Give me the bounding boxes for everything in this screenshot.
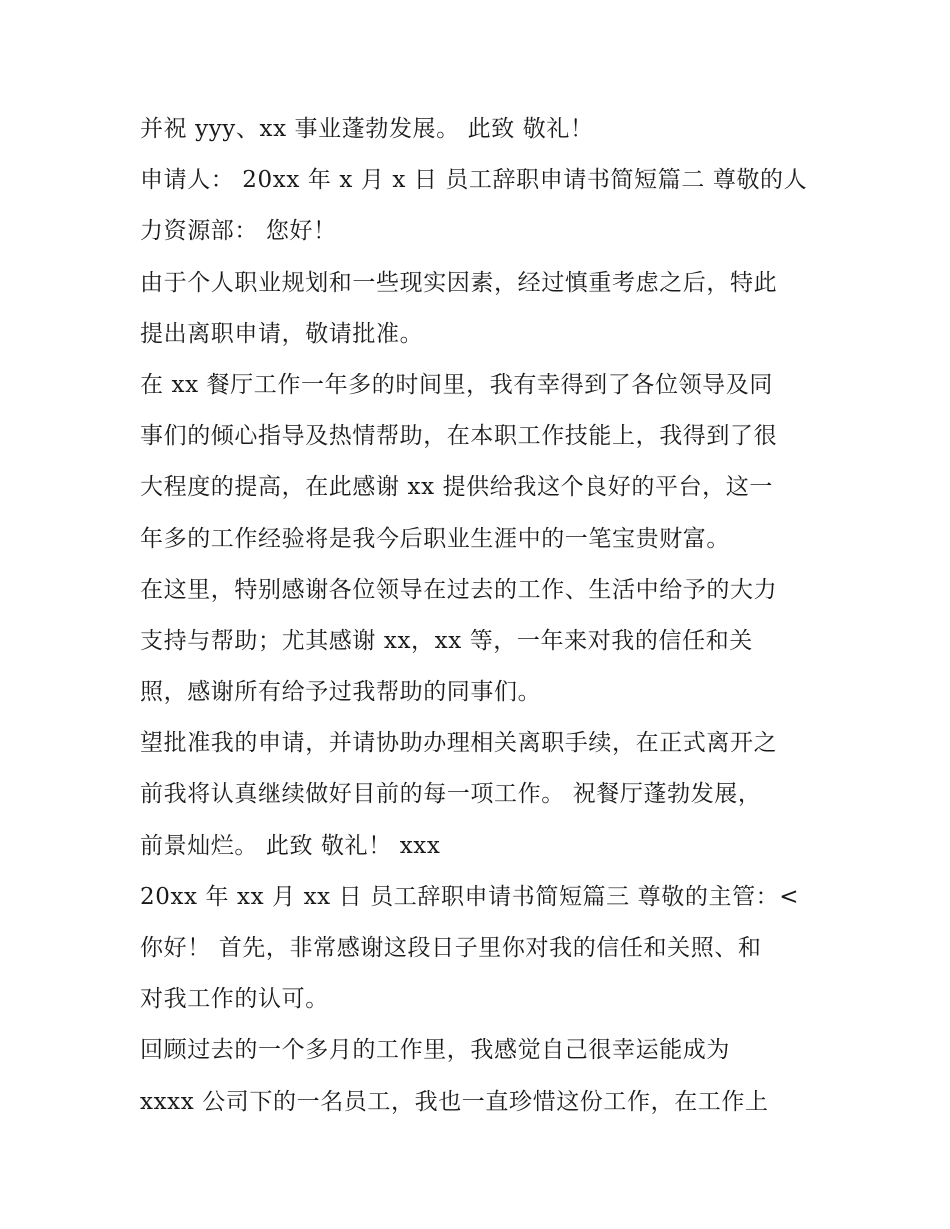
text-line: 在 xx 餐厅工作一年多的时间里，我有幸得到了各位领导及同 [140,371,773,398]
text-line: 大程度的提高，在此感谢 xx 提供给我这个良好的平台，这一 [140,474,773,501]
text-line: xxxx 公司下的一名员工，我也一直珍惜这份工作，在工作上 [140,1088,769,1115]
text-line: 力资源部： 您好！ [140,218,337,245]
text-line: 对我工作的认可。 [140,986,329,1013]
text-line: 前我将认真继续做好目前的每一项工作。 祝餐厅蓬勃发展， [140,781,762,808]
text-line: 回顾过去的一个多月的工作里，我感觉自己很幸运能成为 [140,1037,730,1064]
text-line: 并祝 yyy、xx 事业蓬勃发展。 此致 敬礼！ [140,116,594,142]
text-line: 照，感谢所有给予过我帮助的同事们。 [140,679,542,706]
text-line: 20xx 年 xx 月 xx 日 员工辞职申请书简短篇三 尊敬的主管：< [140,883,800,910]
text-line: 你好！ 首先，非常感谢这段日子里你对我的信任和关照、和 [140,935,762,961]
document-body [140,104,820,1128]
text-line: 望批准我的申请，并请协助办理相关离职手续，在正式离开之 [140,730,778,757]
text-line: 事们的倾心指导及热情帮助，在本职工作技能上，我得到了很 [140,423,778,450]
text-line: 在这里，特别感谢各位领导在过去的工作、生活中给予的大力 [140,576,778,603]
text-line: 由于个人职业规划和一些现实因素，经过慎重考虑之后，特此 [140,269,778,296]
text-line: 年多的工作经验将是我今后职业生涯中的一笔宝贵财富。 [140,525,730,552]
text-line: 支持与帮助；尤其感谢 xx，xx 等，一年来对我的信任和关 [140,627,753,654]
text-line: 申请人： 20xx 年 x 月 x 日 员工辞职申请书简短篇二 尊敬的人 [140,167,808,194]
text-line: 提出离职申请，敬请批准。 [140,320,424,347]
text-line: 前景灿烂。 此致 敬礼！ xxx [140,832,441,859]
